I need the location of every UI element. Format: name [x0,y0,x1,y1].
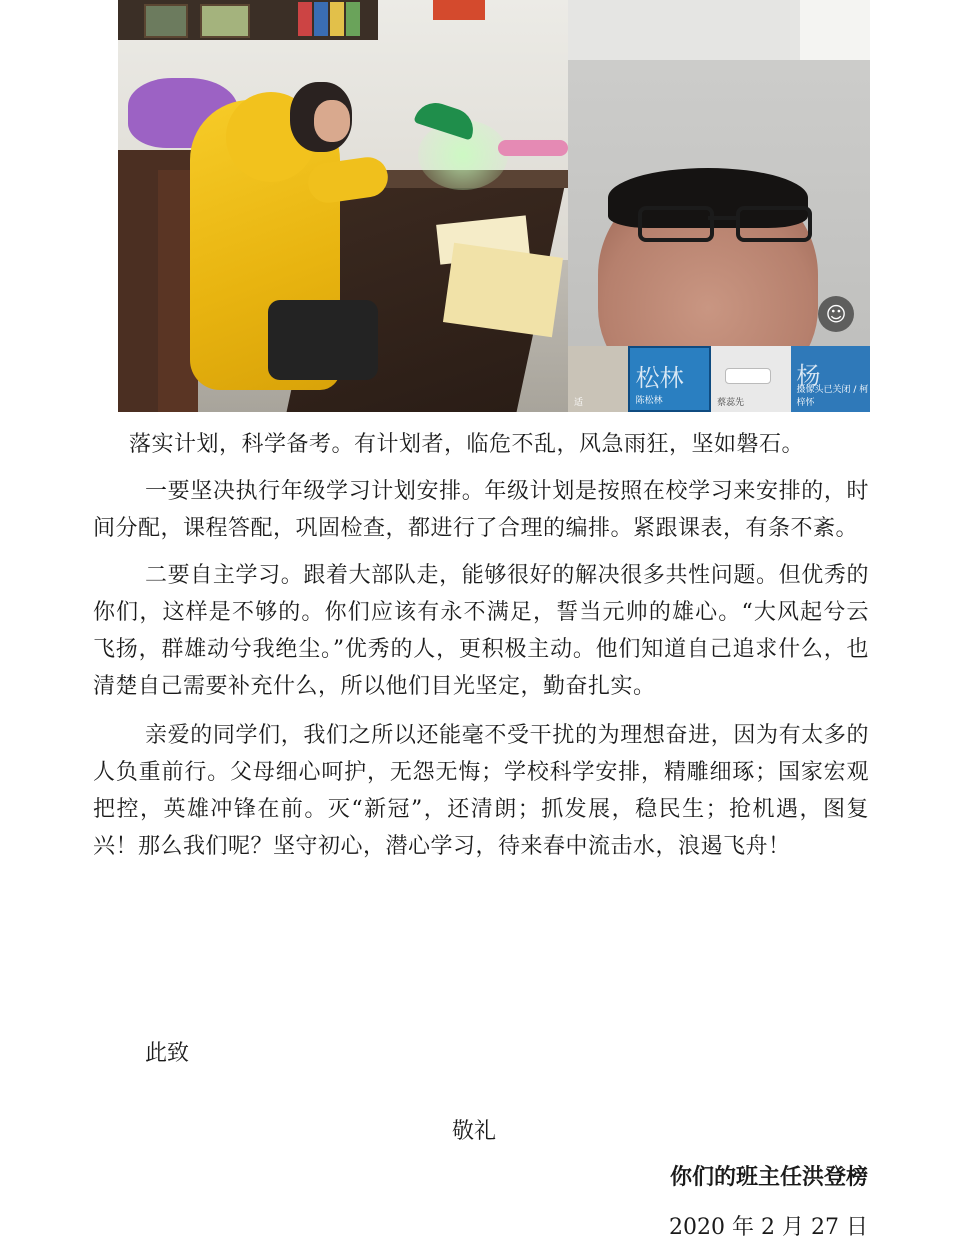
participant-thumb[interactable]: 杨 摄像头已关闭 / 柯梓怀 [791,346,870,412]
video-call-photo [568,0,870,412]
participant-thumb[interactable]: 适 [568,346,628,412]
participant-thumb[interactable]: 松林 陈松林 [628,346,711,412]
emoji-icon[interactable]: ☺ [818,296,854,332]
salutation: 敬礼 [452,1119,497,1144]
glasses-icon [638,206,808,236]
paragraph: 一要坚决执行年级学习计划安排。年级计划是按照在校学习来安排的，时间分配，课程答配，巩固检查，都进行了合理的编排。紧跟课表，有条不紊。 [93,479,869,541]
participant-strip [568,346,870,412]
letter-date: 2020 年 2 月 27 日 [669,1215,868,1240]
closing-phrase: 此致 [145,1041,190,1066]
paragraph: 二要自主学习。跟着大部队走，能够很好的解决很多共性问题。但优秀的你们，这样是不够的。你们应该有永不满足，誓当元帅的雄心。“大风起兮云飞扬，群雄动兮我绝尘。”优秀的人，更积极主动。他们知道自己追求什么，也清楚自己需要补充什么，所以他们目光坚定，勤奋扎实。 [93,563,869,699]
paragraph: 落实计划，科学备考。有计划者，临危不乱，风急雨狂，坚如磐石。 [129,432,805,457]
signature: 你们的班主任洪登榜 [669,1164,868,1190]
letter-body [93,426,869,865]
photo-composite [118,0,870,412]
paragraph: 亲爱的同学们，我们之所以还能毫不受干扰的为理想奋进，因为有太多的人负重前行。父母细心呵护，无怨无悔；学校科学安排，精雕细琢；国家宏观把控，英雄冲锋在前。灭“新冠”，还清朗；抓发展，稳民生；抢机遇，图复兴！那么我们呢？坚守初心，潜心学习，待来春中流击水，浪遏飞舟！ [93,723,869,859]
participant-thumb[interactable]: 蔡蕊先 [711,346,790,412]
student-studying-photo [118,0,568,412]
